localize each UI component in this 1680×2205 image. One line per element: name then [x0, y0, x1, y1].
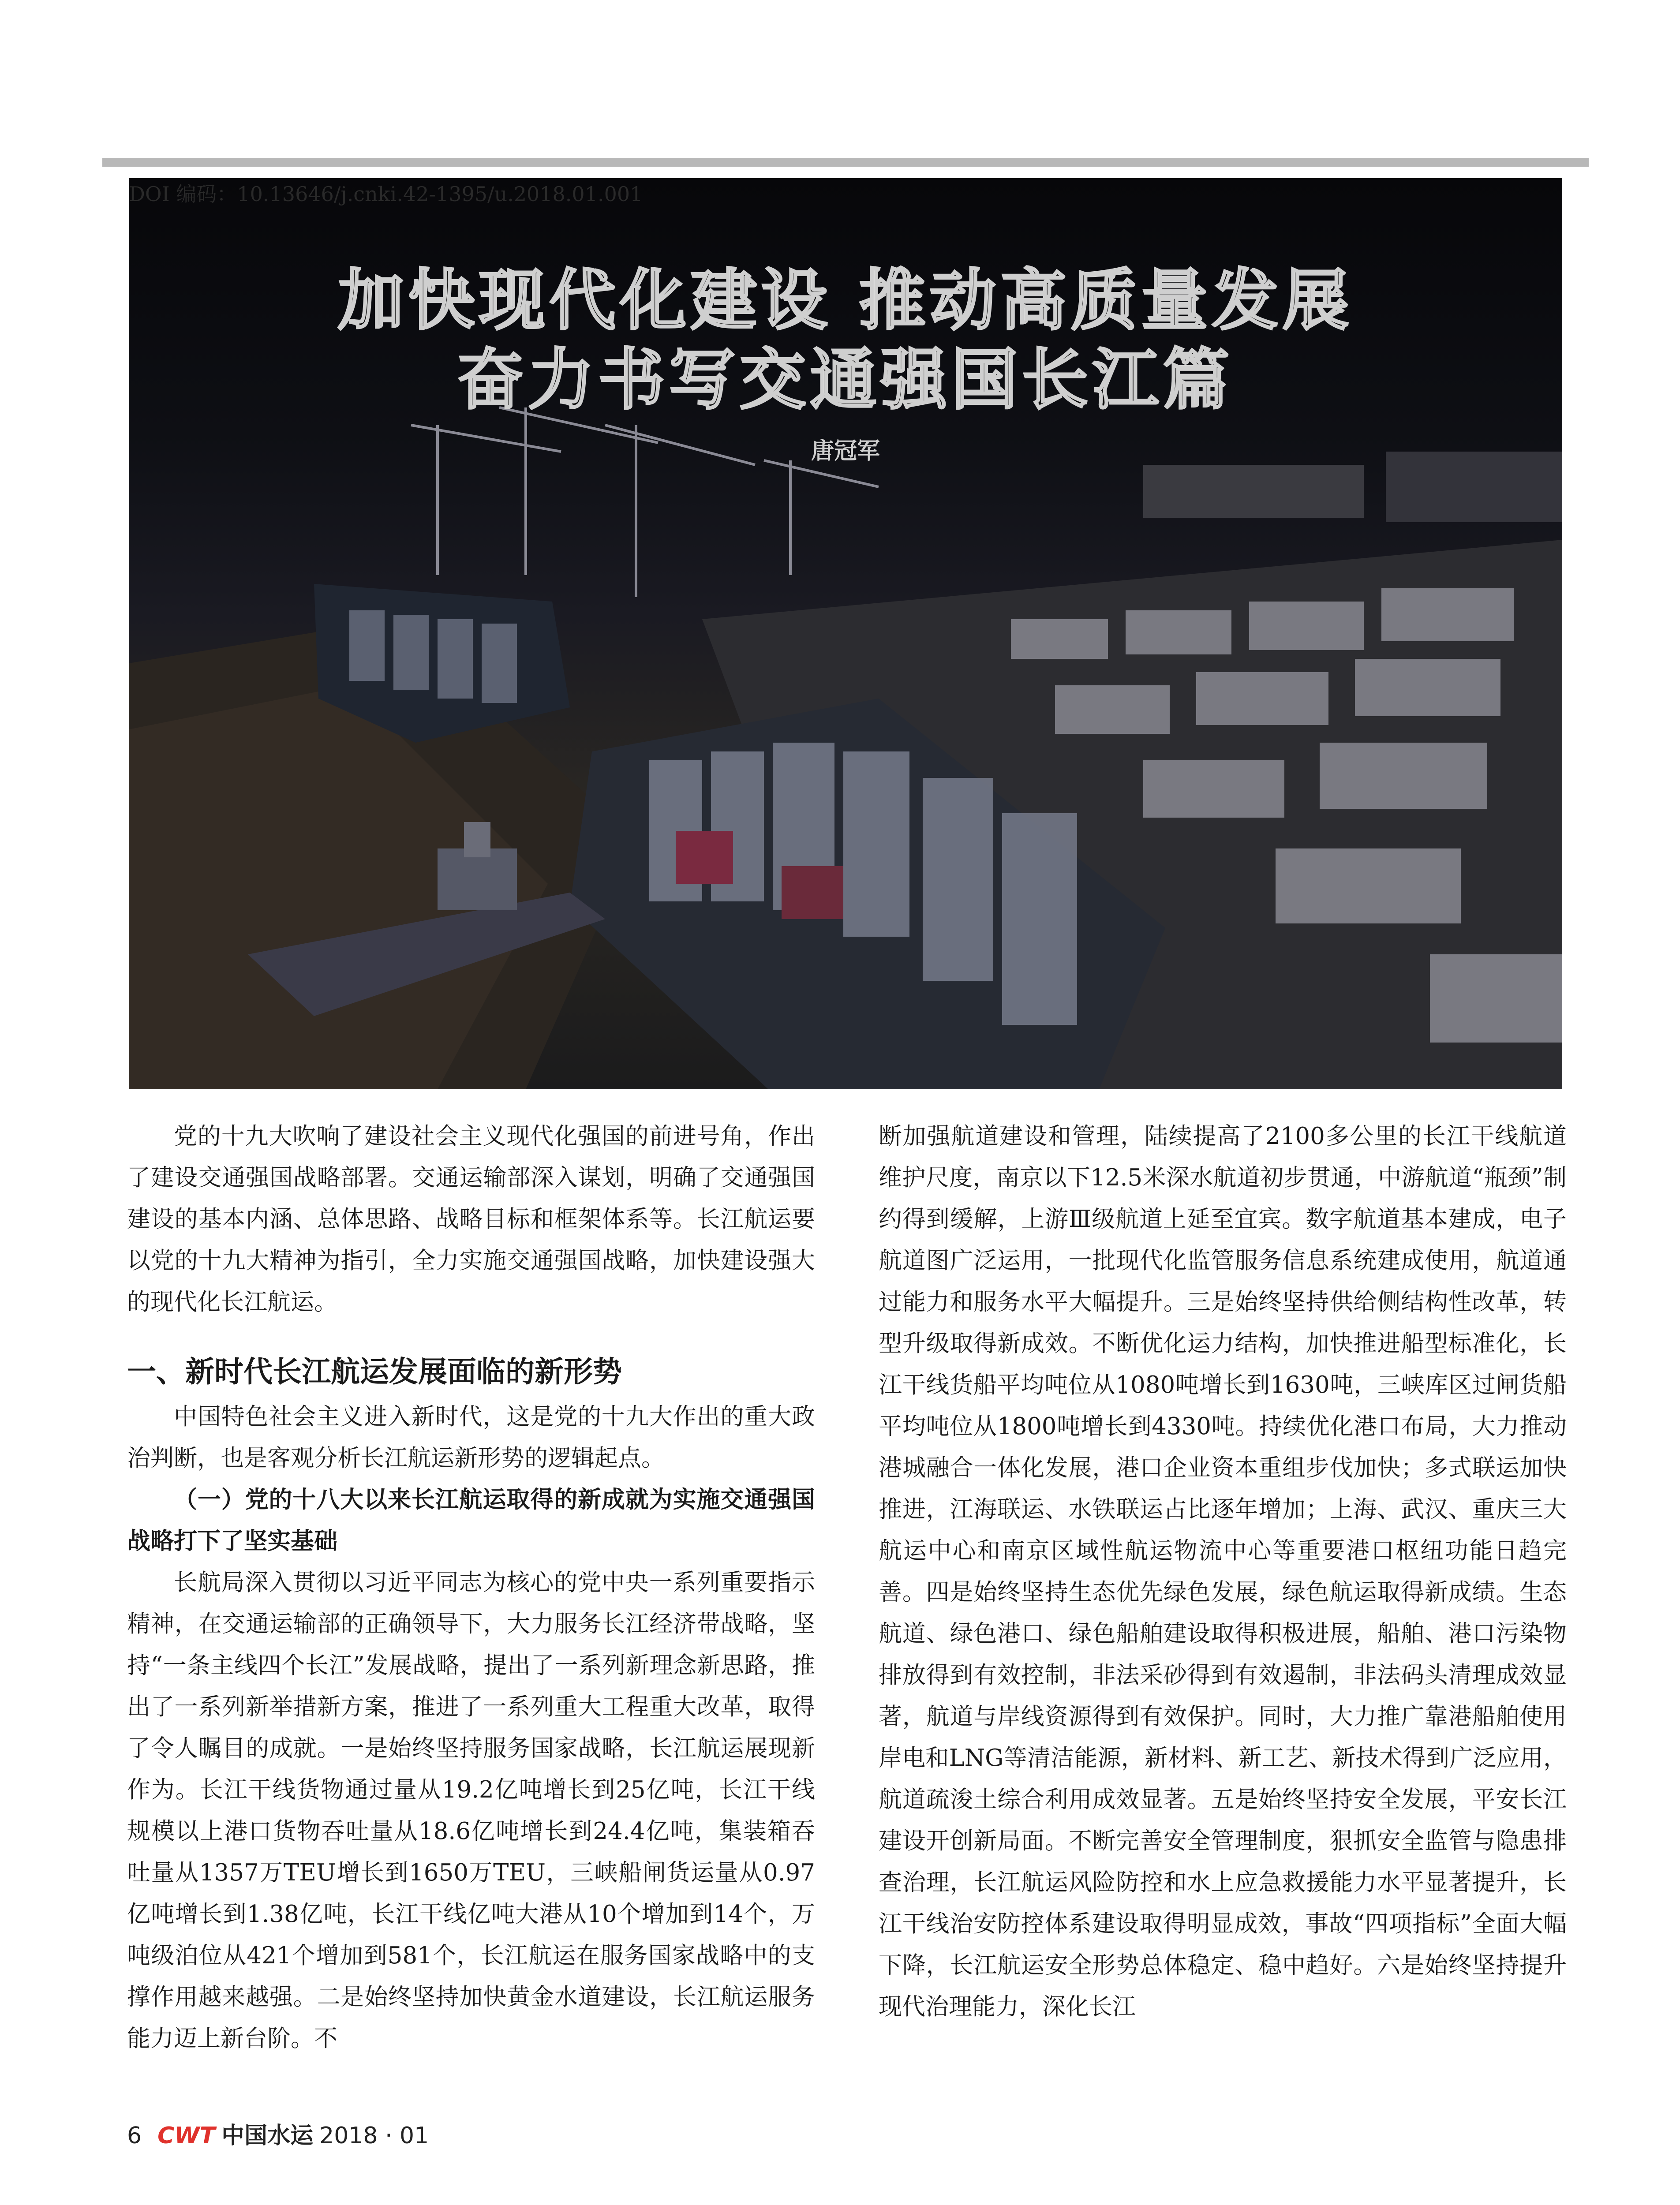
- header-rule: [102, 158, 1589, 167]
- article-title-line-2: 奋力书写交通强国长江篇: [457, 342, 1234, 419]
- issue-number: 2018 · 01: [319, 2123, 429, 2149]
- doi-code: DOI 编码：10.13646/j.cnki.42-1395/u.2018.01.001: [129, 182, 643, 206]
- left-column: [127, 1116, 815, 2059]
- brand-logo-text: CWT: [157, 2123, 216, 2149]
- achievements-paragraph: 长航局深入贯彻以习近平同志为核心的党中央一系列重要指示精神，在交通运输部的正确领导下，大力服务长江经济带战略，坚持“一条主线四个长江”发展战略，提出了一系列新理念新思路，推出了一系列新举措新方案，推进了一系列重大工程重大改革，取得了令人瞩目的成就。一是始终坚持服务国家战略，长江航运展现新作为。长江干线货物通过量从19.2亿吨增长到25亿吨，长江干线规模以上港口货物吞吐量从18.6亿吨增长到24.4亿吨，集装箱吞吐量从1357万TEU增长到1650万TEU，三峡船闸货运量从0.97亿吨增长到1.38亿吨，长江干线亿吨大港从10个增加到14个，万吨级泊位从421个增加到581个，长江航运在服务国家战略中的支撑作用越来越强。二是始终坚持加快黄金水道建设，长江航运服务能力迈上新台阶。不: [127, 1569, 815, 2052]
- article-title-line-1: 加快现代化建设 推动高质量发展: [337, 262, 1354, 339]
- page-number: 6: [127, 2123, 142, 2149]
- section-heading-1: 一、新时代长江航运发展面临的新形势: [127, 1354, 622, 1389]
- intro-paragraph: 党的十九大吹响了建设社会主义现代化强国的前进号角，作出了建设交通强国战略部署。交通运输部深入谋划，明确了交通强国建设的基本内涵、总体思路、战略目标和框架体系等。长江航运要以党的十九大精神为指引，全力实施交通强国战略，加快建设强大的现代化长江航运。: [127, 1123, 815, 1316]
- section-1-paragraph: 中国特色社会主义进入新时代，这是党的十九大作出的重大政治判断，也是客观分析长江航运新形势的逻辑起点。: [127, 1403, 815, 1472]
- right-column: [879, 1116, 1567, 2028]
- achievements-paragraph-continued: 断加强航道建设和管理，陆续提高了2100多公里的长江干线航道维护尺度，南京以下12.5米深水航道初步贯通，中游航道“瓶颈”制约得到缓解，上游Ⅲ级航道上延至宜宾。数字航道基本建成，电子航道图广泛运用，一批现代化监管服务信息系统建成使用，航道通过能力和服务水平大幅提升。三是始终坚持供给侧结构性改革，转型升级取得新成效。不断优化运力结构，加快推进船型标准化，长江干线货船平均吨位从1080吨增长到1630吨，三峡库区过闸货船平均吨位从1800吨增长到4330吨。持续优化港口布局，大力推动港城融合一体化发展，港口企业资本重组步伐加快；多式联运加快推进，江海联运、水铁联运占比逐年增加；上海、武汉、重庆三大航运中心和南京区域性航运物流中心等重要港口枢纽功能日趋完善。四是始终坚持生态优先绿色发展，绿色航运取得新成绩。生态航道、绿色港口、绿色船舶建设取得积极进展，船舶、港口污染物排放得到有效控制，非法采砂得到有效遏制，非法码头清理成效显著，航道与岸线资源得到有效保护。同时，大力推广靠港船舶使用岸电和LNG等清洁能源，新材料、新工艺、新技术得到广泛应用，航道疏浚土综合利用成效显著。五是始终坚持安全发展，平安长江建设开创新局面。不断完善安全管理制度，狠抓安全监管与隐患排查治理，长江航运风险防控和水上应急救援能力水平显著提升，长江干线治安防控体系建设取得明显成效，事故“四项指标”全面大幅下降，长江航运安全形势总体稳定、稳中趋好。六是始终坚持提升现代治理能力，深化长江: [879, 1123, 1567, 2020]
- author-name: 唐冠军: [811, 438, 880, 464]
- magazine-name: 中国水运: [221, 2123, 314, 2149]
- page-footer: [127, 2117, 429, 2150]
- subsection-heading-1: （一）党的十八大以来长江航运取得的新成就为实施交通强国战略打下了坚实基础: [127, 1486, 815, 1555]
